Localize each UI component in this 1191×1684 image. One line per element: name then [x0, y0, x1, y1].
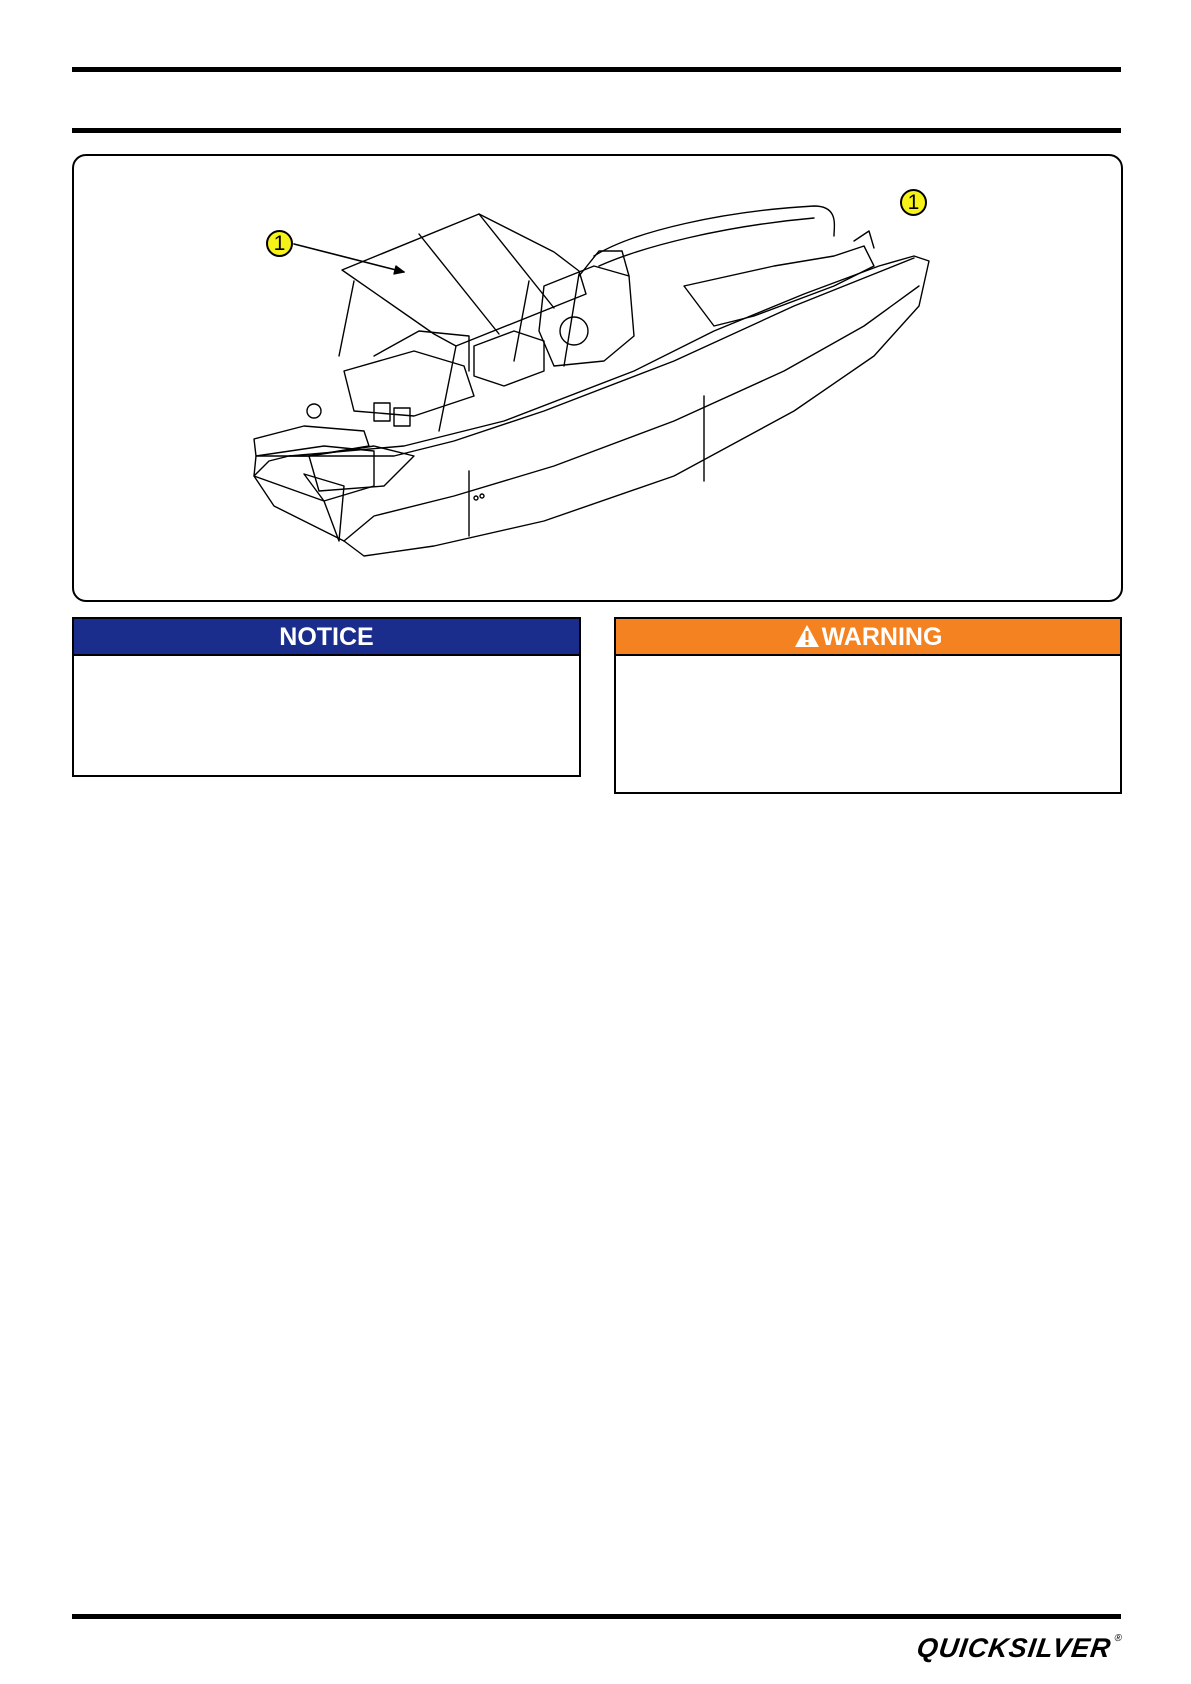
bimini-frame-4 [514, 281, 529, 361]
brand-name: QUICKSILVER [914, 1633, 1113, 1663]
header-rule-top [72, 67, 1121, 72]
swim-platform-left [254, 426, 369, 456]
footer-rule [72, 1614, 1121, 1619]
warning-panel [614, 617, 1122, 794]
bow-rail [594, 206, 834, 256]
hull-outline [254, 256, 929, 556]
hull-chine [344, 286, 919, 541]
hull-fitting-2 [480, 494, 484, 498]
callout-1-bimini: 1 [266, 230, 293, 257]
notice-header [74, 619, 579, 656]
warning-header [616, 619, 1120, 656]
steering-wheel [560, 317, 588, 345]
bimini-canvas [342, 214, 586, 346]
warning-triangle-icon [794, 624, 820, 648]
notice-panel [72, 617, 581, 777]
registered-mark: ® [1113, 1633, 1124, 1644]
aft-seat [344, 351, 474, 416]
bow-rail-inner [599, 218, 814, 266]
brand-logo [914, 1633, 1123, 1664]
bimini-frame-1 [339, 281, 354, 356]
bimini-seam-2 [479, 214, 554, 308]
boat-illustration [74, 156, 1121, 600]
warning-title: WARNING [821, 623, 943, 651]
callout-1-bow: 1 [900, 189, 927, 216]
boat-figure [72, 154, 1123, 602]
aft-locker-2 [394, 408, 410, 426]
header-rule-bottom [72, 128, 1121, 133]
callout-arrowhead [394, 266, 404, 274]
aft-locker-1 [374, 403, 390, 421]
hull-fitting [474, 496, 478, 500]
helm-seat [474, 331, 544, 386]
aft-hatch [307, 404, 321, 418]
bimini-seam-1 [419, 234, 499, 334]
console [539, 266, 634, 366]
notice-title: NOTICE [279, 623, 374, 651]
